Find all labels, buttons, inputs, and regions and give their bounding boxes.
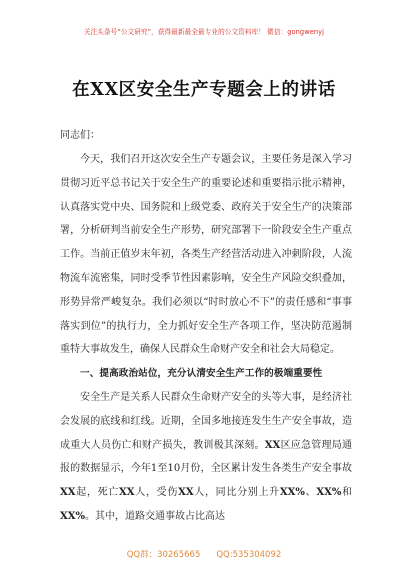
- body-paragraph-2: [60, 386, 352, 529]
- placeholder-text: XX: [119, 487, 135, 499]
- document-body: [60, 148, 352, 529]
- placeholder-text: XX%: [279, 487, 305, 499]
- placeholder-text: XX%: [316, 487, 342, 499]
- footer-qq-group: QQ群：30265665: [126, 550, 201, 560]
- header-banner: 关注头条号“公文研究”，获得最新最全最专业的公文资料库！ 微信：gongwenyj: [83, 28, 325, 36]
- text-run: 。其中，道路交通事故占比高达: [85, 510, 226, 522]
- text-run: 人，同比分别上升: [193, 487, 280, 499]
- placeholder-text: XX: [264, 439, 281, 451]
- section-heading: 一、提高政治站位，充分认清安全生产工作的极端重要性: [80, 368, 323, 380]
- footer-contact: [0, 548, 408, 560]
- body-paragraph: 今天，我们召开这次安全生产专题会议，主要任务是深入学习贯彻习近平总书记关于安全生产的重要论述和重要指示批示精神，认真落实党中央、国务院和上级党委、政府关于安全生产的决策部署，分析研判当前安全生产形势，研究部署下一阶段安全生产重点工作。当前正值岁末年初，各类生产经营活动进入冲刺阶段，人流物流车流密集，同时受季节性因素影响，安全生产风险交织叠加，形势异常严峻复杂。我们必须以“时时放心不下”的责任感和“事事落实到位”的执行力，全力抓好安全生产各项工作，坚决防范遏制重特大事故发生，确保人民群众生命财产安全和社会大局稳定。: [60, 154, 352, 356]
- text-run: 和: [341, 487, 353, 499]
- salutation: 同志们：: [60, 130, 100, 141]
- placeholder-text: XX%: [60, 510, 86, 522]
- text-run: 起，死亡: [75, 487, 120, 499]
- text-run: 人，受伤: [134, 487, 179, 499]
- text-run: 、: [304, 487, 317, 499]
- text-run: 区应急管理局通报的数据显示，今年1至10月份，全区累计发生各类生产安全事故: [60, 439, 353, 475]
- document-title: 在XX区安全生产专题会上的讲话: [72, 80, 336, 100]
- placeholder-text: XX: [60, 487, 76, 499]
- placeholder-text: XX: [178, 487, 194, 499]
- footer-qq: QQ:535304092: [216, 550, 282, 560]
- text-run: 安全生产是关系人民群众生命财产安全的头等大事，是经济社会发展的底线和红线。近期，全国多地接连发生生产安全事故，造成重大人员伤亡和财产损失，教训极其深刻。: [60, 391, 352, 451]
